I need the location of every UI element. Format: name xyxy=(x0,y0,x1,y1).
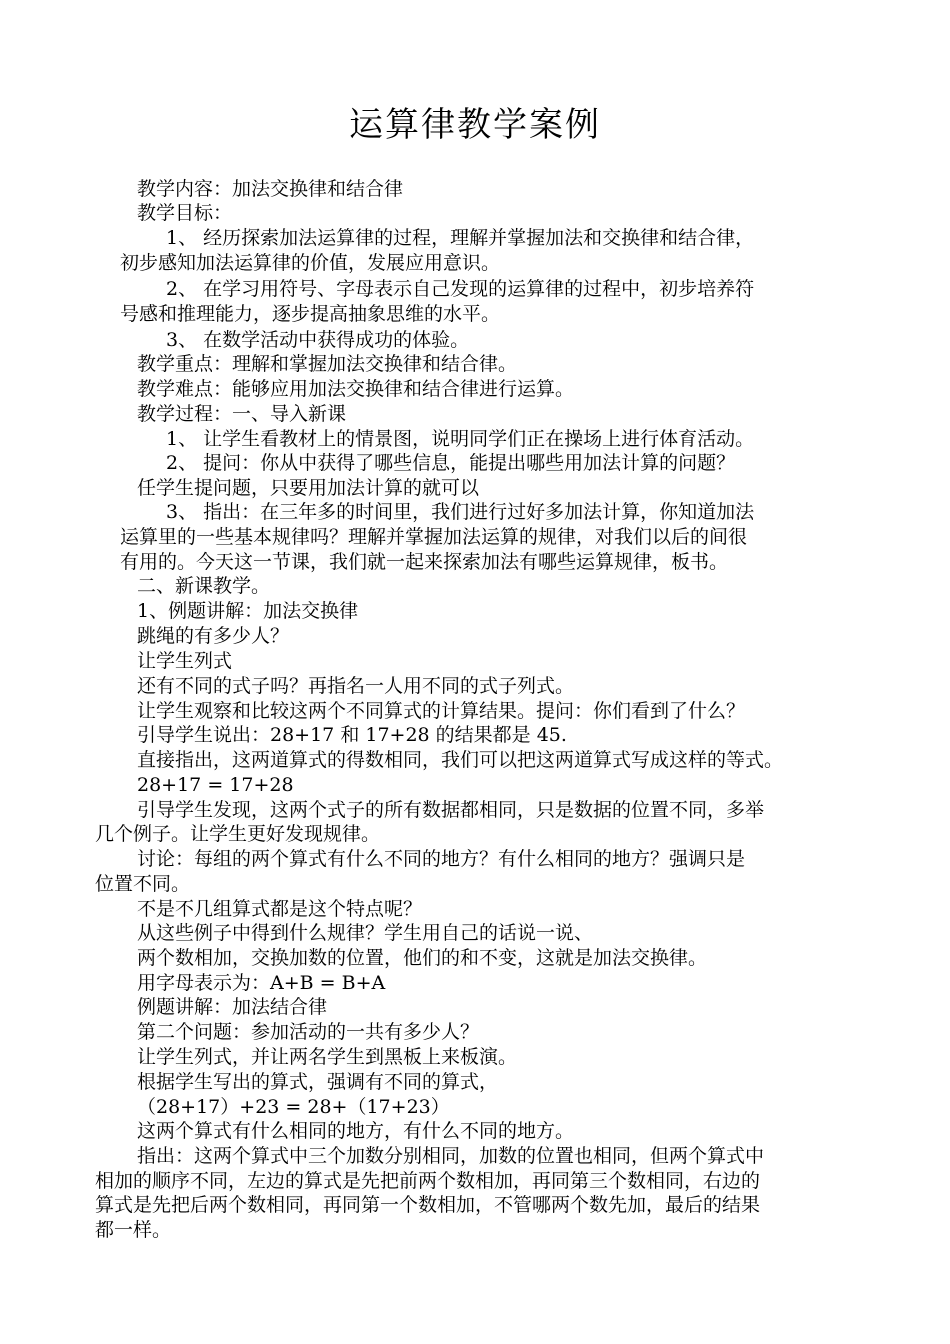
text-line: 1、 经历探索加法运算律的过程，理解并掌握加法和交换律和结合律， xyxy=(166,227,755,249)
text-line: 跳绳的有多少人？ xyxy=(137,625,290,647)
text-line: 引导学生发现，这两个式子的所有数据都相同，只是数据的位置不同，多举 xyxy=(137,799,765,821)
text-line: 从这些例子中得到什么规律？学生用自己的话说一说、 xyxy=(137,922,594,944)
text-line: 二、新课教学。 xyxy=(137,575,271,597)
text-line: 3、 指出：在三年多的时间里，我们进行过好多加法计算，你知道加法 xyxy=(166,501,755,523)
text-line: 指出：这两个算式中三个加数分别相同，加数的位置也相同，但两个算式中 xyxy=(137,1145,765,1167)
text-line: 根据学生写出的算式，强调有不同的算式， xyxy=(137,1071,499,1093)
text-line: 教学过程：一、导入新课 xyxy=(137,403,347,425)
text-line: 有用的。今天这一节课，我们就一起来探索加法有哪些运算规律，板书。 xyxy=(120,551,729,573)
text-line: 不是不几组算式都是这个特点呢？ xyxy=(137,898,423,920)
text-line: 2、 在学习用符号、字母表示自己发现的运算律的过程中，初步培养符 xyxy=(166,278,755,300)
text-line: 让学生观察和比较这两个不同算式的计算结果。提问：你们看到了什么？ xyxy=(137,700,746,722)
text-line: 都一样。 xyxy=(95,1219,172,1241)
text-line: 引导学生说出：28+17 和 17+28 的结果都是 45. xyxy=(137,724,567,746)
text-line: 两个数相加，交换加数的位置，他们的和不变，这就是加法交换律。 xyxy=(137,947,708,969)
text-line: 让学生列式 xyxy=(137,650,233,672)
text-line: 3、 在数学活动中获得成功的体验。 xyxy=(166,329,470,351)
text-line: 算式是先把后两个数相同，再同第一个数相加，不管哪两个数先加，最后的结果 xyxy=(95,1194,761,1216)
text-line: 2、 提问：你从中获得了哪些信息，能提出哪些用加法计算的问题？ xyxy=(166,452,736,474)
text-line: 几个例子。让学生更好发现规律。 xyxy=(95,823,381,845)
text-line: 讨论：每组的两个算式有什么不同的地方？有什么相同的地方？强调只是 xyxy=(137,848,746,870)
text-line: 位置不同。 xyxy=(95,873,191,895)
text-line: 例题讲解：加法结合律 xyxy=(137,996,328,1018)
text-line: 教学难点：能够应用加法交换律和结合律进行运算。 xyxy=(137,378,575,400)
text-line: 还有不同的式子吗？再指名一人用不同的式子列式。 xyxy=(137,675,575,697)
text-line: （28+17）+23 = 28+（17+23） xyxy=(137,1096,450,1118)
text-line: 教学重点：理解和掌握加法交换律和结合律。 xyxy=(137,353,518,375)
document-title: 运算律教学案例 xyxy=(349,105,601,145)
text-line: 初步感知加法运算律的价值，发展应用意识。 xyxy=(120,252,501,274)
text-line: 任学生提问题，只要用加法计算的就可以 xyxy=(137,477,480,499)
text-line: 教学内容：加法交换律和结合律 xyxy=(137,178,404,200)
text-line: 直接指出，这两道算式的得数相同，我们可以把这两道算式写成这样的等式。 xyxy=(137,749,784,771)
text-line: 运算里的一些基本规律吗？理解并掌握加法运算的规律，对我们以后的间很 xyxy=(120,526,748,548)
text-line: 这两个算式有什么相同的地方，有什么不同的地方。 xyxy=(137,1120,575,1142)
text-line: 用字母表示为：A+B = B+A xyxy=(137,972,386,994)
text-line: 号感和推理能力，逐步提高抽象思维的水平。 xyxy=(120,303,501,325)
text-line: 相加的顺序不同，左边的算式是先把前两个数相加，再同第三个数相同，右边的 xyxy=(95,1170,761,1192)
text-line: 第二个问题：参加活动的一共有多少人？ xyxy=(137,1021,480,1043)
text-line: 1、 让学生看教材上的情景图，说明同学们正在操场上进行体育活动。 xyxy=(166,428,755,450)
text-line: 28+17 = 17+28 xyxy=(137,774,294,796)
text-line: 让学生列式，并让两名学生到黑板上来板演。 xyxy=(137,1046,518,1068)
text-line: 1、例题讲解：加法交换律 xyxy=(137,600,359,622)
text-line: 教学目标： xyxy=(137,202,233,224)
